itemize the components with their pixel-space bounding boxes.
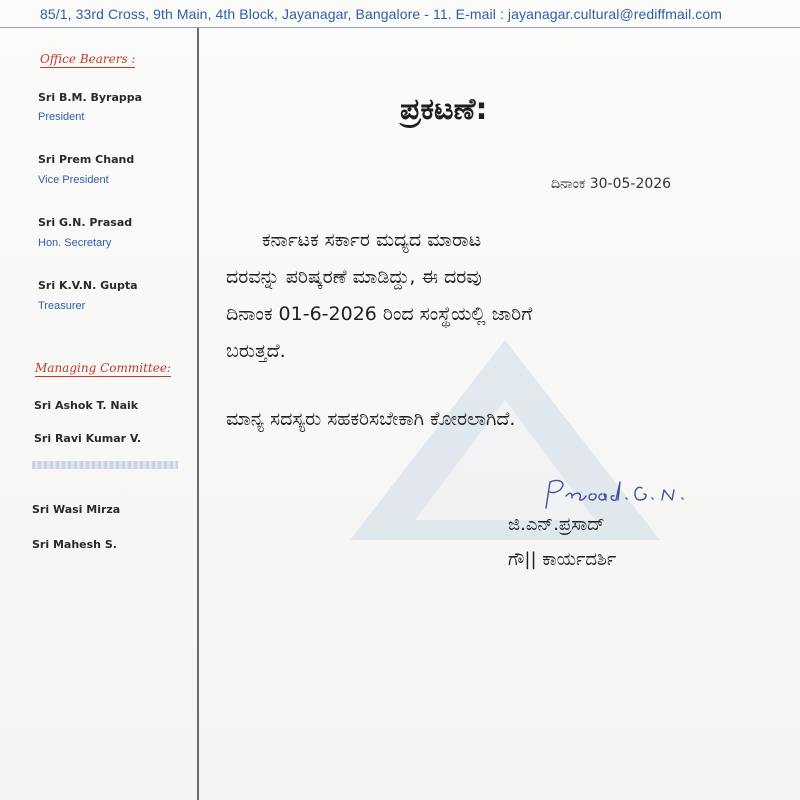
- office-bearers-heading: Office Bearers :: [40, 52, 136, 66]
- header-rule: [0, 27, 800, 28]
- office-bearer-role: Hon. Secretary: [38, 237, 112, 249]
- office-bearer-role: Vice President: [38, 174, 109, 186]
- managing-committee-heading: Managing Committee:: [35, 361, 171, 375]
- notice-request-line: ಮಾನ್ಯ ಸದಸ್ಯರು ಸಹಕರಿಸಬೇಕಾಗಿ ಕೋರಲಾಗಿದೆ.: [226, 408, 516, 430]
- office-bearer-name: Sri B.M. Byrappa: [38, 91, 143, 104]
- notice-paragraph-line: ಕರ್ನಾಟಕ ಸರ್ಕಾರ ಮದ್ಯದ ಮಾರಾಟ: [262, 229, 482, 251]
- office-bearer-name: Sri G.N. Prasad: [38, 216, 133, 229]
- committee-member-name: Sri Wasi Mirza: [32, 503, 121, 516]
- sidebar-divider: [197, 28, 199, 800]
- signer-designation: ಗೌ|| ಕಾರ್ಯದರ್ಶಿ: [508, 549, 617, 570]
- committee-member-name: Sri Mahesh S.: [32, 538, 117, 551]
- handwritten-signature: [540, 474, 715, 514]
- notice-paragraph-line: ದಿನಾಂಕ 01-6-2026 ರಿಂದ ಸಂಸ್ಥೆಯಲ್ಲಿ ಜಾರಿಗೆ: [226, 303, 533, 325]
- notice-paragraph-line: ದರವನ್ನು ಪರಿಷ್ಕರಣೆ ಮಾಡಿದ್ದು, ಈ ದರವು: [226, 266, 482, 288]
- signer-name: ಜಿ.ಎನ್.ಪ್ರಸಾದ್: [508, 514, 605, 535]
- watermark-emblem: [340, 330, 670, 550]
- letterhead-address: 85/1, 33rd Cross, 9th Main, 4th Block, Jayanagar, Bangalore - 11. E-mail : jayanagar.cultural@rediffmail.com: [40, 6, 723, 22]
- office-bearer-role: Treasurer: [38, 300, 86, 312]
- office-bearer-role: President: [38, 111, 85, 123]
- committee-member-name: Sri Ravi Kumar V.: [34, 432, 142, 445]
- office-bearer-name: Sri Prem Chand: [38, 153, 135, 166]
- notice-date: ದಿನಾಂಕ 30-05-2026: [551, 176, 672, 192]
- notice-title: ಪ್ರಕಟಣೆ:: [400, 92, 488, 127]
- office-bearer-name: Sri K.V.N. Gupta: [38, 279, 138, 292]
- committee-member-name: Sri Ashok T. Naik: [34, 399, 139, 412]
- redacted-entry: [32, 461, 178, 469]
- notice-paragraph-line: ಬರುತ್ತದೆ.: [226, 340, 286, 362]
